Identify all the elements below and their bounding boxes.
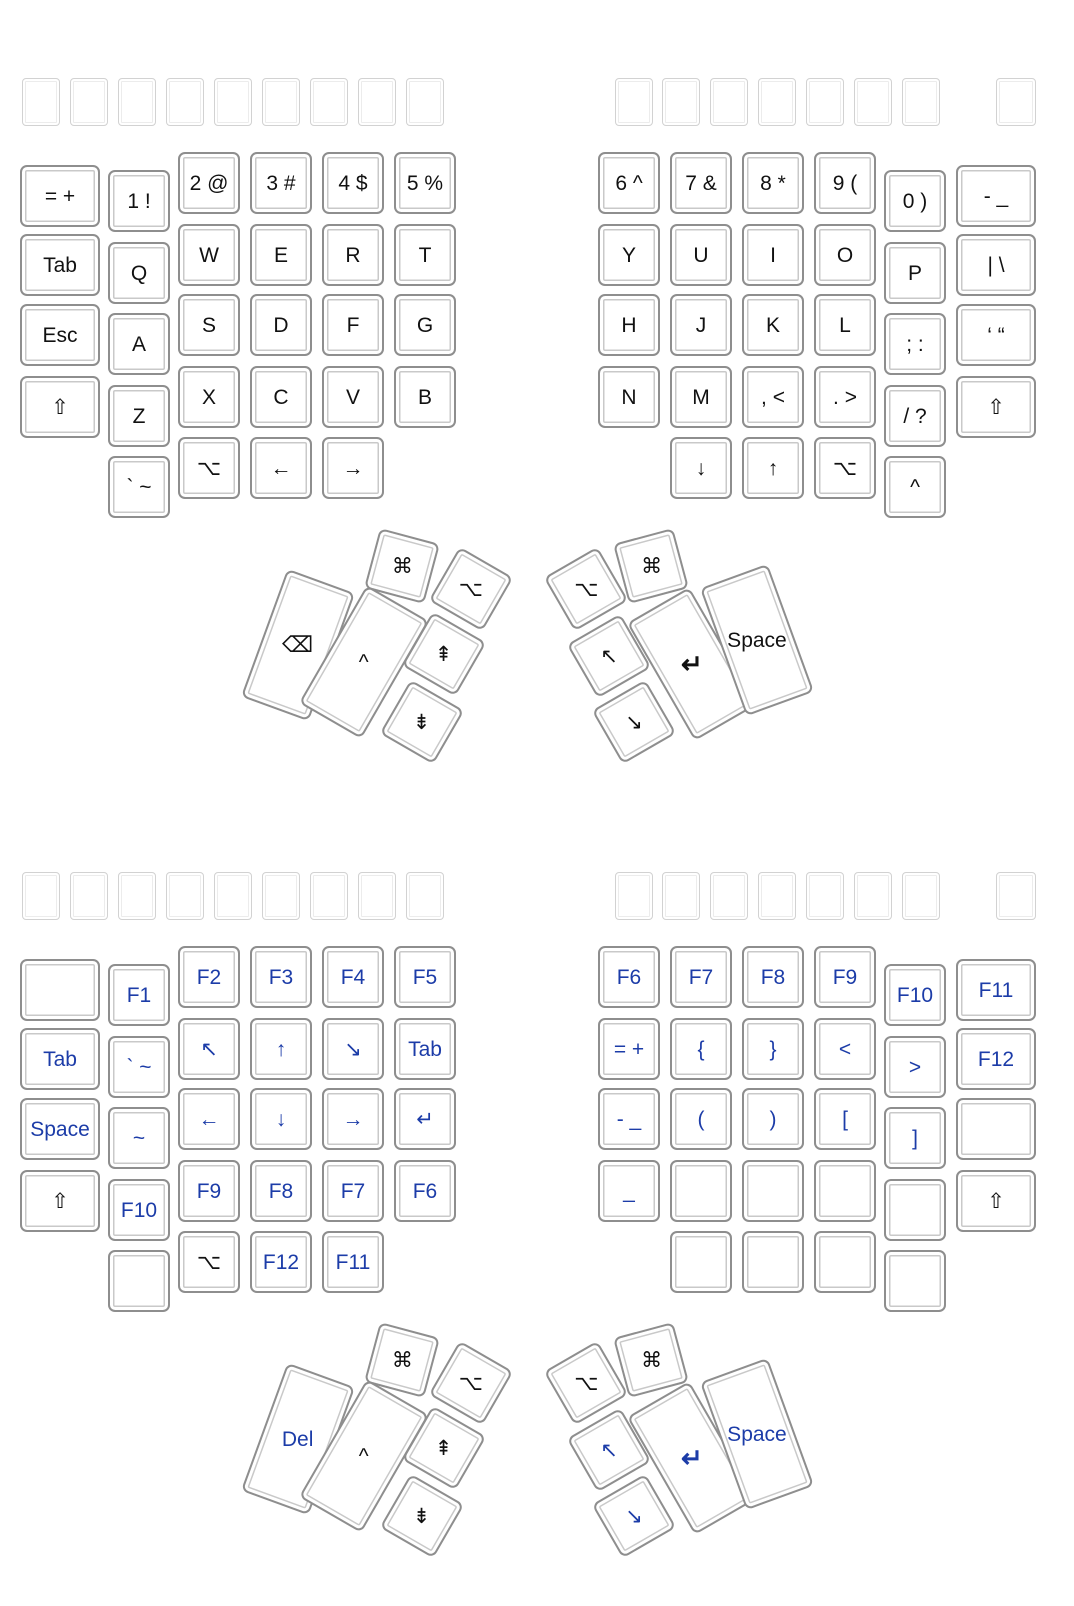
key-option xyxy=(178,1231,240,1293)
key-y xyxy=(598,224,660,286)
key-label: Space xyxy=(727,1422,787,1446)
key-esc xyxy=(20,304,100,366)
key-label: G xyxy=(416,313,434,337)
key-down xyxy=(250,1088,312,1150)
key-label: Tab xyxy=(43,253,77,277)
key-l xyxy=(814,294,876,356)
key-label: ⇧ xyxy=(51,1189,69,1213)
key-label: 5 % xyxy=(406,171,444,195)
key-label: ↘ xyxy=(625,710,643,734)
key-label: - _ xyxy=(983,184,1009,208)
key-label: Z xyxy=(132,404,146,428)
key-label: P xyxy=(907,261,922,285)
key-blank xyxy=(670,1018,732,1080)
key-right xyxy=(322,1088,384,1150)
function-key-blank xyxy=(615,78,653,126)
function-key-blank xyxy=(662,78,700,126)
function-layer xyxy=(0,794,1074,1594)
key-label: → xyxy=(342,456,364,480)
key-label: F11 xyxy=(335,1250,371,1274)
key-space xyxy=(20,1098,100,1160)
key-f11 xyxy=(322,1231,384,1293)
key-label: ⇧ xyxy=(51,395,69,419)
key-down xyxy=(670,437,732,499)
key-label: J xyxy=(695,313,707,337)
function-key-blank xyxy=(854,872,892,920)
key-blank xyxy=(884,1179,946,1241)
key-label: U xyxy=(693,243,709,267)
key-blank xyxy=(884,313,946,375)
key-f9 xyxy=(814,946,876,1008)
function-key-blank xyxy=(902,78,940,126)
key-label: F6 xyxy=(616,965,642,989)
key-f4 xyxy=(322,946,384,1008)
key-label: Q xyxy=(130,261,148,285)
key-label: W xyxy=(199,243,219,267)
function-key-blank xyxy=(996,872,1036,920)
key-label: ⌥ xyxy=(573,577,599,601)
key-t xyxy=(394,224,456,286)
function-key-blank xyxy=(166,78,204,126)
key-label: F2 xyxy=(196,965,222,989)
function-key-blank xyxy=(262,872,300,920)
function-key-blank xyxy=(118,872,156,920)
key-5 xyxy=(394,152,456,214)
key-3 xyxy=(250,152,312,214)
key-label: 6 ^ xyxy=(615,171,643,195)
key-f5 xyxy=(394,946,456,1008)
key-f2 xyxy=(178,946,240,1008)
key-c xyxy=(250,366,312,428)
function-key-blank xyxy=(710,872,748,920)
key-label: , < xyxy=(761,385,785,409)
key-blank xyxy=(884,1250,946,1312)
key-blank xyxy=(108,456,170,518)
function-key-blank xyxy=(310,872,348,920)
key-label: ; : xyxy=(906,332,924,356)
function-key-blank xyxy=(262,78,300,126)
function-key-blank xyxy=(996,78,1036,126)
key-label: B xyxy=(417,385,432,409)
key-label: ↵ xyxy=(681,649,703,680)
key-label: ↵ xyxy=(681,1443,703,1474)
key-f10 xyxy=(884,964,946,1026)
function-key-blank xyxy=(22,78,60,126)
key-label: 7 & xyxy=(685,171,717,195)
function-key-blank xyxy=(214,78,252,126)
key-label: Esc xyxy=(42,323,78,347)
function-key-blank xyxy=(214,872,252,920)
key-w xyxy=(178,224,240,286)
key-label: ↓ xyxy=(275,1107,287,1131)
key-f9 xyxy=(178,1160,240,1222)
key-label: ( xyxy=(697,1107,705,1131)
key-label: F1 xyxy=(126,983,152,1007)
key-shift xyxy=(20,1170,100,1232)
key-blank xyxy=(20,959,100,1021)
key-f12 xyxy=(956,1028,1036,1090)
key-f12 xyxy=(250,1231,312,1293)
key-label: ⇞ xyxy=(435,1436,453,1460)
key-label: F8 xyxy=(760,965,786,989)
key-blank xyxy=(814,1088,876,1150)
function-key-blank xyxy=(854,78,892,126)
key-f7 xyxy=(322,1160,384,1222)
key-label: ← xyxy=(270,456,292,480)
key-home xyxy=(178,1018,240,1080)
key-blank xyxy=(884,1107,946,1169)
key-e xyxy=(250,224,312,286)
key-blank xyxy=(670,1231,732,1293)
key-label: ‘ “ xyxy=(987,323,1005,347)
key-control xyxy=(884,456,946,518)
key-label: . > xyxy=(833,385,857,409)
function-key-blank xyxy=(902,872,940,920)
key-end xyxy=(322,1018,384,1080)
key-a xyxy=(108,313,170,375)
key-shift xyxy=(20,376,100,438)
key-label: ^ xyxy=(359,650,369,674)
key-blank xyxy=(814,1018,876,1080)
key-shift xyxy=(956,376,1036,438)
key-label: | \ xyxy=(987,253,1005,277)
base-layer xyxy=(0,0,1074,800)
key-blank xyxy=(814,366,876,428)
function-key-blank xyxy=(166,872,204,920)
key-label: F10 xyxy=(896,983,934,1007)
key-blank xyxy=(742,1088,804,1150)
key-label: V xyxy=(345,385,360,409)
key-label: 8 * xyxy=(760,171,786,195)
key-label: ↓ xyxy=(695,456,707,480)
key-f11 xyxy=(956,959,1036,1021)
key-label: _ xyxy=(623,1179,635,1203)
function-key-blank xyxy=(70,872,108,920)
key-up xyxy=(742,437,804,499)
key-n xyxy=(598,366,660,428)
key-u xyxy=(670,224,732,286)
key-label: Tab xyxy=(408,1037,442,1061)
key-f xyxy=(322,294,384,356)
key-label: ⇟ xyxy=(413,710,431,734)
key-label: ↘ xyxy=(625,1504,643,1528)
key-f1 xyxy=(108,964,170,1026)
key-i xyxy=(742,224,804,286)
key-label: { xyxy=(697,1037,705,1061)
key-label: ↘ xyxy=(344,1037,362,1061)
key-label: ~ xyxy=(132,1126,146,1150)
key-blank xyxy=(108,1107,170,1169)
key-tab xyxy=(20,234,100,296)
key-label: H xyxy=(621,313,637,337)
key-label: ⇞ xyxy=(435,642,453,666)
key-label: Del xyxy=(282,1427,314,1451)
key-label: } xyxy=(769,1037,777,1061)
key-label: ⇧ xyxy=(987,395,1005,419)
key-s xyxy=(178,294,240,356)
key-label: F9 xyxy=(196,1179,222,1203)
key-f8 xyxy=(742,946,804,1008)
function-key-blank xyxy=(22,872,60,920)
key-7 xyxy=(670,152,732,214)
key-label: ⌥ xyxy=(196,1250,222,1274)
function-key-blank xyxy=(710,78,748,126)
key-label: A xyxy=(131,332,146,356)
key-blank xyxy=(742,366,804,428)
key-label: F4 xyxy=(340,965,366,989)
key-tab xyxy=(394,1018,456,1080)
key-blank xyxy=(742,1160,804,1222)
key-right xyxy=(322,437,384,499)
key-o xyxy=(814,224,876,286)
key-label: ⌥ xyxy=(573,1371,599,1395)
key-0 xyxy=(884,170,946,232)
key-label: N xyxy=(621,385,637,409)
key-shift xyxy=(956,1170,1036,1232)
key-label: 4 $ xyxy=(338,171,368,195)
key-label: → xyxy=(342,1107,364,1131)
key-p xyxy=(884,242,946,304)
key-label: R xyxy=(345,243,361,267)
key-left xyxy=(250,437,312,499)
key-label: F12 xyxy=(262,1250,300,1274)
key-f3 xyxy=(250,946,312,1008)
key-label: T xyxy=(418,243,432,267)
function-key-blank xyxy=(615,872,653,920)
key-label: ⌘ xyxy=(391,1348,413,1372)
key-blank xyxy=(814,1231,876,1293)
key-label: X xyxy=(201,385,216,409)
key-g xyxy=(394,294,456,356)
key-q xyxy=(108,242,170,304)
key-1 xyxy=(108,170,170,232)
key-v xyxy=(322,366,384,428)
key-blank xyxy=(956,1098,1036,1160)
key-f6 xyxy=(394,1160,456,1222)
key-label: ⌥ xyxy=(458,577,484,601)
function-key-blank xyxy=(118,78,156,126)
key-f6 xyxy=(598,946,660,1008)
key-label: I xyxy=(770,243,776,267)
key-label: F9 xyxy=(832,965,858,989)
key-k xyxy=(742,294,804,356)
key-blank xyxy=(956,304,1036,366)
key-blank xyxy=(108,1036,170,1098)
key-label: ) xyxy=(769,1107,777,1131)
key-label: F6 xyxy=(412,1179,438,1203)
key-f7 xyxy=(670,946,732,1008)
key-9 xyxy=(814,152,876,214)
key-blank xyxy=(884,1036,946,1098)
key-label: ⌥ xyxy=(458,1371,484,1395)
key-label: ⌘ xyxy=(640,554,662,578)
key-label: M xyxy=(692,385,710,409)
key-label: ] xyxy=(912,1126,918,1150)
key-label: L xyxy=(839,313,851,337)
key-label: 0 ) xyxy=(902,189,928,213)
key-label: D xyxy=(273,313,289,337)
function-key-blank xyxy=(806,78,844,126)
key-m xyxy=(670,366,732,428)
key-label: ↖ xyxy=(600,644,618,668)
key-2 xyxy=(178,152,240,214)
function-key-blank xyxy=(406,872,444,920)
key-left xyxy=(178,1088,240,1150)
key-label: 2 @ xyxy=(189,171,229,195)
key-label: ` ~ xyxy=(126,1055,152,1079)
key-label: ← xyxy=(198,1107,220,1131)
key-blank xyxy=(20,165,100,227)
key-label: ⌥ xyxy=(196,456,222,480)
key-label: F10 xyxy=(120,1198,158,1222)
key-label: C xyxy=(273,385,289,409)
key-label: E xyxy=(273,243,288,267)
key-enter xyxy=(394,1088,456,1150)
function-key-blank xyxy=(806,872,844,920)
function-key-blank xyxy=(758,872,796,920)
key-label: ^ xyxy=(359,1444,369,1468)
key-option xyxy=(178,437,240,499)
key-z xyxy=(108,385,170,447)
key-blank xyxy=(814,1160,876,1222)
key-label: F xyxy=(346,313,360,337)
key-f8 xyxy=(250,1160,312,1222)
key-label: - _ xyxy=(616,1107,642,1131)
key-label: 1 ! xyxy=(127,189,151,213)
key-blank xyxy=(598,1018,660,1080)
key-label: F7 xyxy=(688,965,714,989)
key-label: S xyxy=(201,313,216,337)
key-blank xyxy=(956,234,1036,296)
key-label: ⌘ xyxy=(640,1348,662,1372)
key-blank xyxy=(884,385,946,447)
key-tab xyxy=(20,1028,100,1090)
key-d xyxy=(250,294,312,356)
key-label: ⇧ xyxy=(987,1189,1005,1213)
key-option xyxy=(814,437,876,499)
key-label: < xyxy=(838,1037,852,1061)
key-b xyxy=(394,366,456,428)
key-blank xyxy=(108,1250,170,1312)
key-label: ` ~ xyxy=(126,475,152,499)
function-key-blank xyxy=(358,78,396,126)
key-x xyxy=(178,366,240,428)
key-blank xyxy=(742,1018,804,1080)
key-blank xyxy=(598,1160,660,1222)
key-label: F5 xyxy=(412,965,438,989)
key-label: O xyxy=(836,243,854,267)
function-key-blank xyxy=(758,78,796,126)
function-key-blank xyxy=(406,78,444,126)
key-label: F12 xyxy=(977,1047,1015,1071)
key-label: Tab xyxy=(43,1047,77,1071)
key-label: K xyxy=(765,313,780,337)
key-blank xyxy=(670,1160,732,1222)
key-6 xyxy=(598,152,660,214)
key-label: / ? xyxy=(903,404,927,428)
function-key-blank xyxy=(662,872,700,920)
key-label: F7 xyxy=(340,1179,366,1203)
key-blank xyxy=(742,1231,804,1293)
key-8 xyxy=(742,152,804,214)
key-label: ^ xyxy=(910,475,920,499)
key-label: Space xyxy=(30,1117,90,1141)
key-up xyxy=(250,1018,312,1080)
function-key-blank xyxy=(358,872,396,920)
key-blank xyxy=(956,165,1036,227)
key-label: ↑ xyxy=(275,1037,287,1061)
key-label: ↖ xyxy=(200,1037,218,1061)
key-label: ⌥ xyxy=(832,456,858,480)
key-label: Space xyxy=(727,628,787,652)
key-label: F11 xyxy=(978,978,1014,1002)
key-label: ⇟ xyxy=(413,1504,431,1528)
key-f10 xyxy=(108,1179,170,1241)
key-j xyxy=(670,294,732,356)
key-r xyxy=(322,224,384,286)
key-label: ↑ xyxy=(767,456,779,480)
function-key-blank xyxy=(70,78,108,126)
key-label: [ xyxy=(842,1107,848,1131)
key-label: Y xyxy=(621,243,636,267)
key-label: 3 # xyxy=(266,171,296,195)
key-label: ↵ xyxy=(416,1107,434,1131)
key-label: = + xyxy=(44,184,76,208)
key-label: > xyxy=(908,1055,922,1079)
key-label: ↖ xyxy=(600,1438,618,1462)
key-blank xyxy=(670,1088,732,1150)
key-label: F8 xyxy=(268,1179,294,1203)
key-label: ⌫ xyxy=(282,631,314,657)
key-label: = + xyxy=(613,1037,645,1061)
function-key-blank xyxy=(310,78,348,126)
key-label: F3 xyxy=(268,965,294,989)
key-label: ⌘ xyxy=(391,554,413,578)
key-blank xyxy=(598,1088,660,1150)
key-4 xyxy=(322,152,384,214)
key-h xyxy=(598,294,660,356)
key-label: 9 ( xyxy=(832,171,858,195)
